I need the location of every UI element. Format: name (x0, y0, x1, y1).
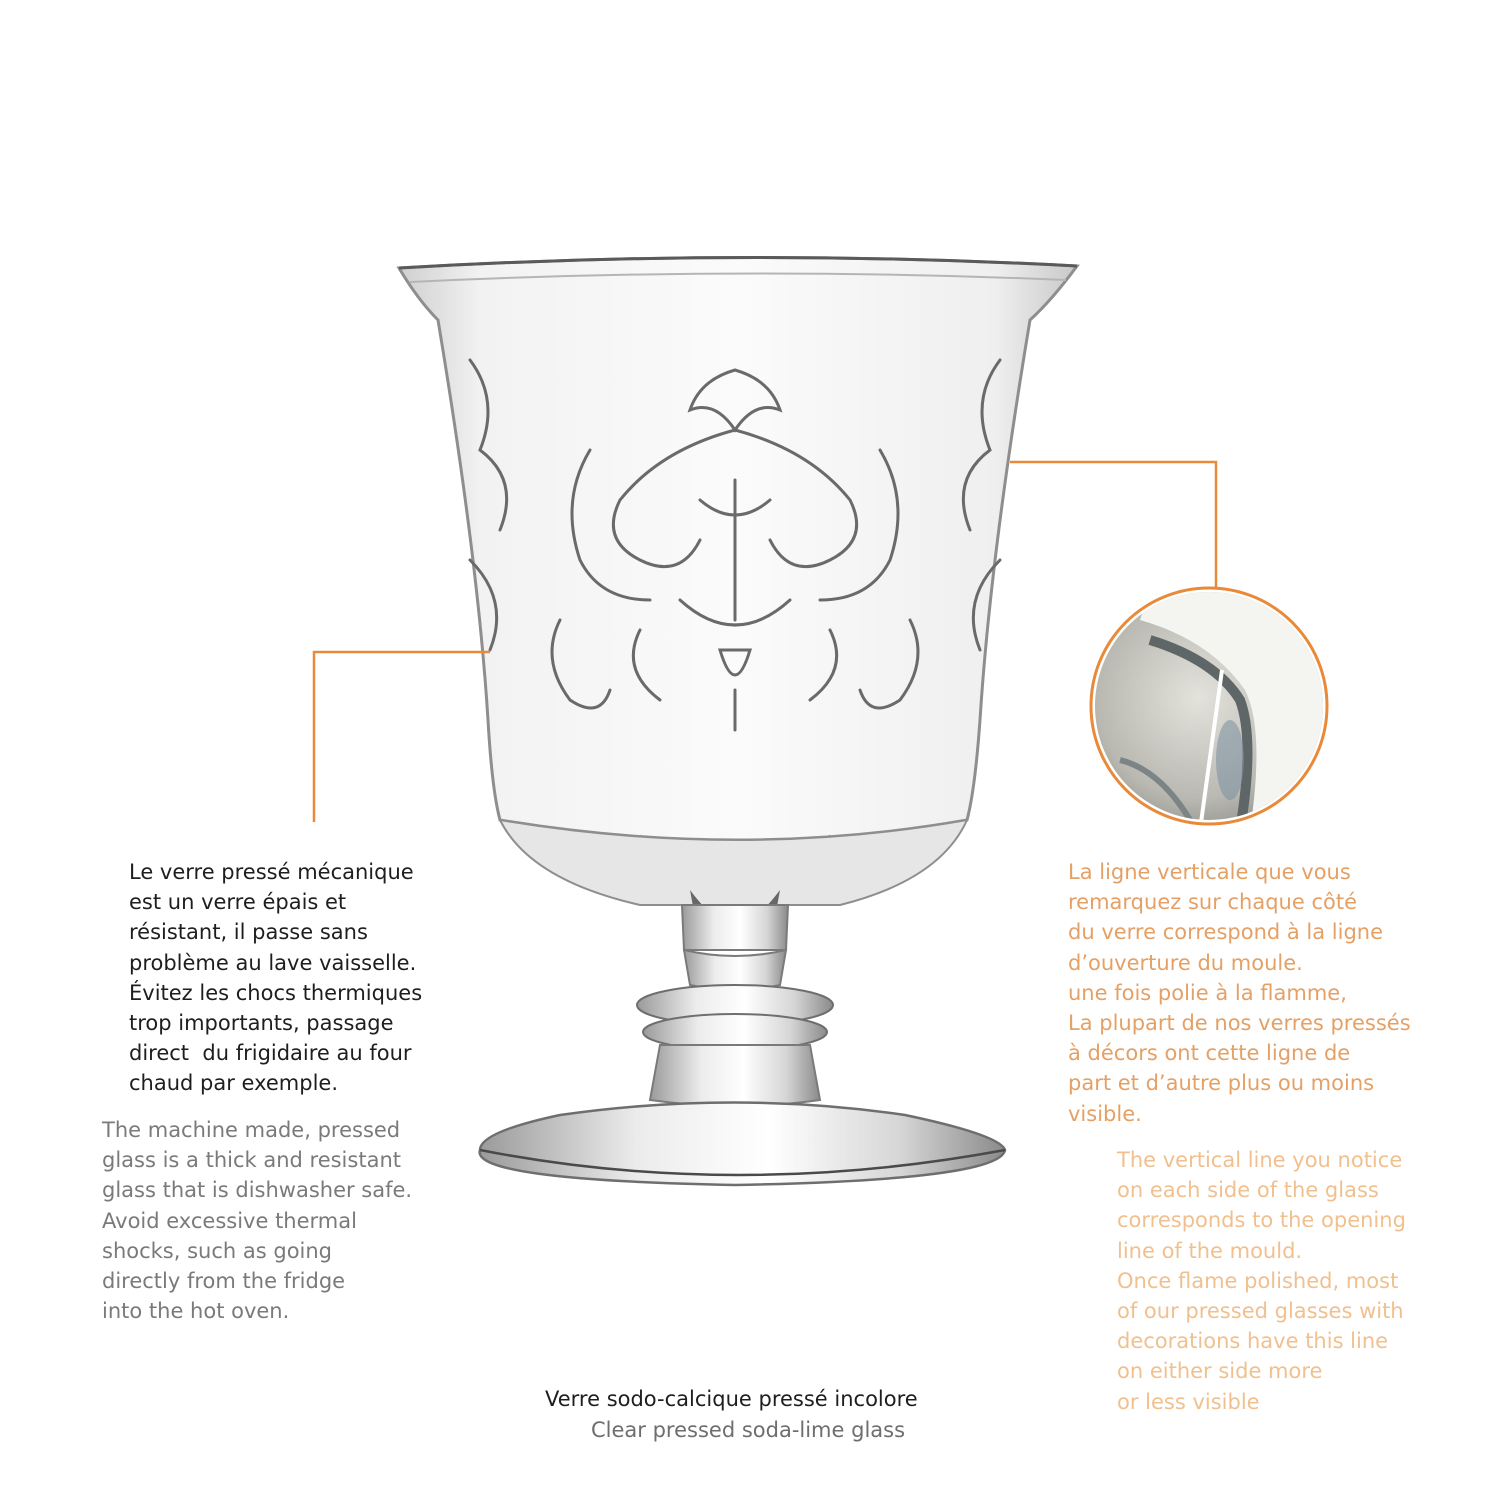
left-french-note: Le verre pressé mécanique est un verre épais et résistant, il passe sans problème au lave vaisselle. Évitez les chocs thermiques trop importants, passage direct du frigidaire au four chaud par exemple. (129, 860, 423, 1096)
caption-english: Clear pressed soda-lime glass (591, 1418, 906, 1442)
glass-bowl (399, 257, 1077, 840)
mould-line-closeup-icon (1090, 588, 1330, 830)
left-callout-line (314, 652, 490, 822)
glass-foot (480, 1103, 1005, 1186)
right-callout-line (1010, 462, 1216, 590)
glass-stem (637, 905, 833, 1106)
right-english-note: The vertical line you notice on each side of the glass corresponds to the opening line of the mould. Once flame polished, most of our pressed glasses with decorations have this line on either side more or less visible (1117, 1148, 1406, 1414)
caption-french: Verre sodo-calcique pressé incolore (545, 1387, 918, 1411)
left-english-note: The machine made, pressed glass is a thick and resistant glass that is dishwasher safe. Avoid excessive thermal shocks, such as going directly from the fridge into the hot oven. (102, 1118, 413, 1324)
right-french-note: La ligne verticale que vous remarquez sur chaque côté du verre correspond à la ligne d’ouverture du moule. une fois polie à la flamme, La plupart de nos verres pressés à décors ont cette ligne de part et d’autre plus ou moins visible. (1068, 860, 1411, 1126)
